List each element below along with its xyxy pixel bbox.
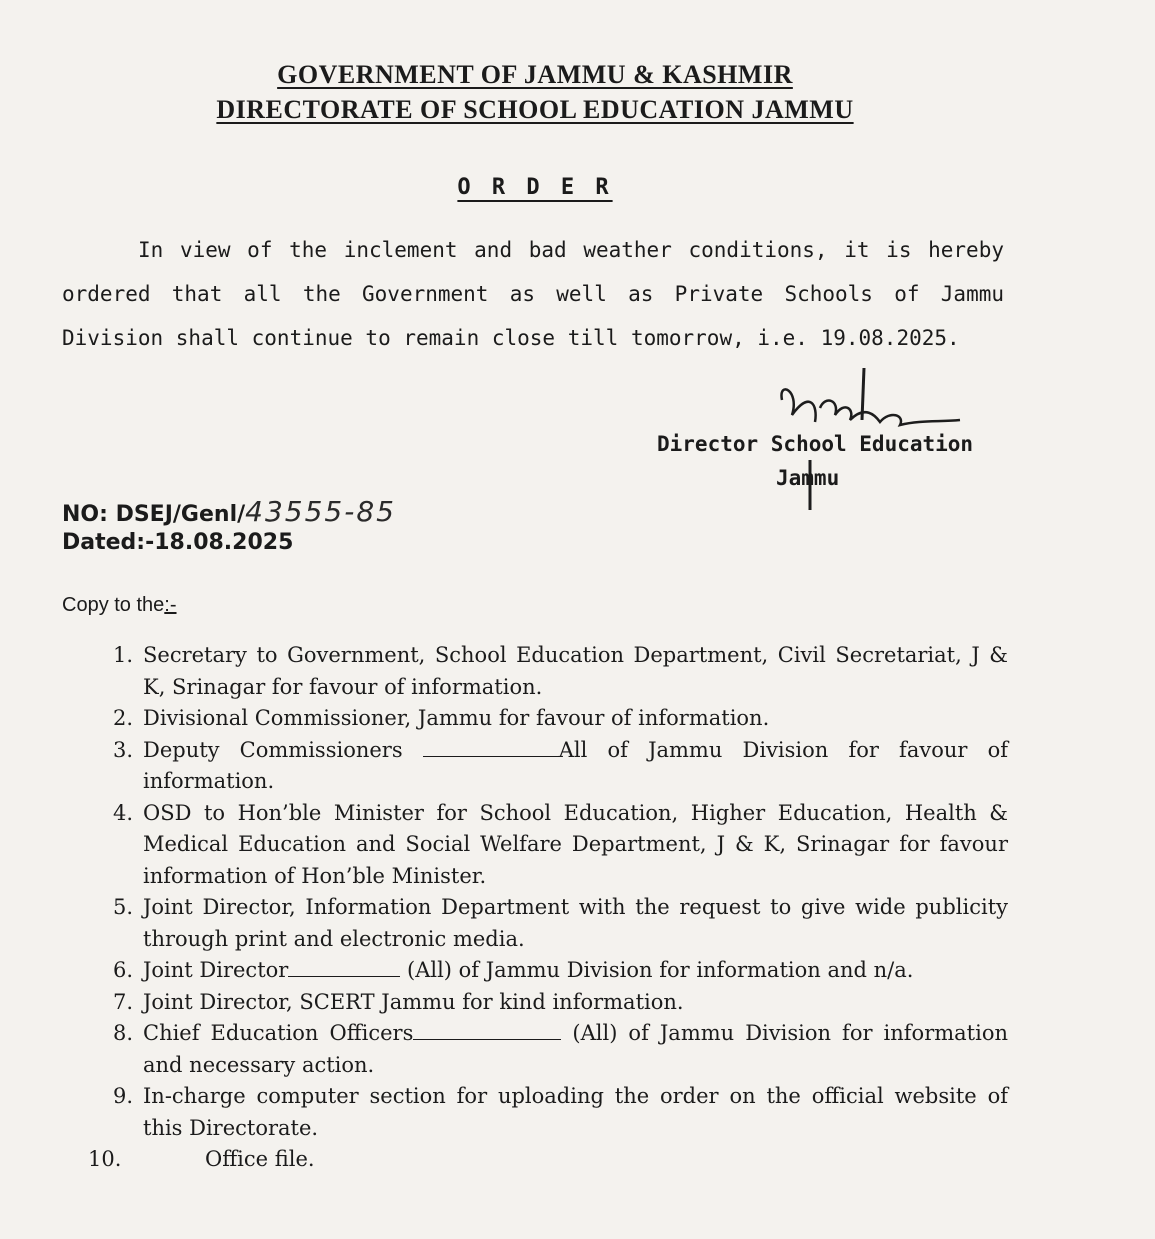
list-item xyxy=(88,987,1008,1019)
copy-to-colon: :- xyxy=(164,594,177,616)
list-item xyxy=(88,735,1008,798)
list-item xyxy=(88,703,1008,735)
fill-blank xyxy=(423,735,559,757)
list-item-text xyxy=(143,1018,1008,1081)
list-item-text-post: (All) of Jammu Division for information and necessary action. xyxy=(143,1021,1008,1077)
reference-label: NO: DSEJ/Genl/ xyxy=(62,502,246,527)
order-title: O R D E R xyxy=(457,175,613,200)
list-item-text-pre: Deputy Commissioners xyxy=(143,737,423,762)
order-body xyxy=(62,228,1004,360)
list-item-number: 3. xyxy=(112,737,133,762)
list-item xyxy=(88,1081,1008,1144)
list-item xyxy=(88,640,1008,703)
list-item xyxy=(88,955,1008,987)
list-item-text: Joint Director, SCERT Jammu for kind information. xyxy=(143,989,684,1014)
order-body-text: In view of the inclement and bad weather conditions, it is hereby ordered that all the Government as well as Private Schools of Jammu Division shall continue to remain close till tomorrow, i.e. 19.08.2025. xyxy=(62,238,1004,350)
list-item-text: Secretary to Government, School Education Department, Civil Secretariat, J & K, Srinagar for favour of information. xyxy=(143,643,1008,699)
signatory-place: Jammu xyxy=(776,466,840,490)
copy-to-text: Copy to the xyxy=(62,594,165,616)
list-item-text xyxy=(143,735,1008,798)
list-item-text: In-charge computer section for uploading the order on the official website of this Directorate. xyxy=(143,1084,1008,1140)
header-government: GOVERNMENT OF JAMMU & KASHMIR xyxy=(277,60,793,89)
list-item-number: 8. xyxy=(112,1021,133,1045)
fill-blank xyxy=(413,1018,561,1040)
list-item-text-post: All of Jammu Division for favour of information. xyxy=(143,737,1008,793)
copy-to-list xyxy=(88,640,1008,1176)
list-item-number: 6. xyxy=(112,958,133,982)
list-item-text-pre: Chief Education Officers xyxy=(143,1021,414,1045)
list-item-text-pre: Joint Director xyxy=(143,958,289,982)
header-directorate: DIRECTORATE OF SCHOOL EDUCATION JAMMU xyxy=(216,95,854,124)
list-item xyxy=(88,798,1008,893)
copy-to-label xyxy=(62,594,177,617)
signatory-designation: Director School Education xyxy=(657,432,974,456)
list-item xyxy=(88,1144,1008,1176)
list-item xyxy=(88,892,1008,955)
list-item-text-post: (All) of Jammu Division for information and n/a. xyxy=(400,958,914,982)
list-item-number: 10. xyxy=(88,1147,122,1171)
list-item-number: 9. xyxy=(112,1084,133,1108)
list-item-text: Joint Director, Information Department with the request to give wide publicity through print and electronic media. xyxy=(143,895,1008,951)
list-item xyxy=(88,1018,1008,1081)
list-item-text: Office file. xyxy=(205,1147,315,1171)
list-item-number: 2. xyxy=(112,706,133,730)
list-item-text xyxy=(143,955,1008,987)
list-item-number: 5. xyxy=(112,895,133,919)
list-item-number: 1. xyxy=(112,643,133,667)
list-item-text: Divisional Commissioner, Jammu for favour of information. xyxy=(143,706,770,730)
reference-number xyxy=(62,495,396,528)
list-item-text: OSD to Hon’ble Minister for School Education, Higher Education, Health & Medical Education and Social Welfare Department, J & K, Srinagar for favour information of Hon’ble Minister. xyxy=(143,800,1008,888)
list-item-number: 4. xyxy=(112,800,133,825)
handwritten-number: 43555-85 xyxy=(245,495,396,528)
fill-blank xyxy=(288,955,400,977)
list-item-number: 7. xyxy=(112,989,133,1014)
reference-date: Dated:-18.08.2025 xyxy=(62,530,294,555)
